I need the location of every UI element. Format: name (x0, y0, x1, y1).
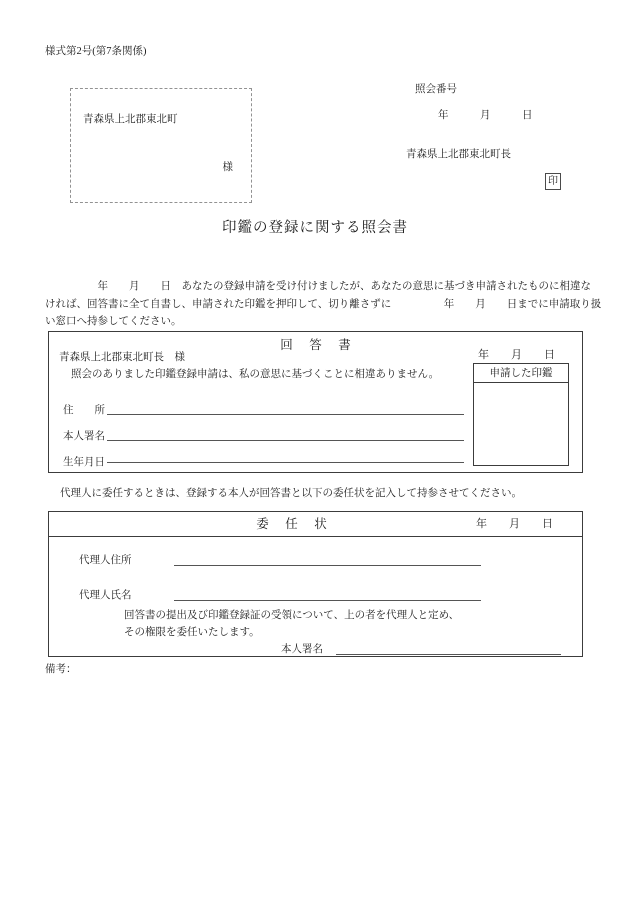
issuer-mayor-name: 青森県上北郡東北町長 (406, 149, 511, 160)
proxy-address-fill-line (174, 565, 481, 566)
poa-signature-label: 本人署名 (281, 644, 323, 655)
inquiry-number-label: 照会番号 (415, 84, 457, 95)
power-of-attorney-section (48, 511, 583, 657)
poa-statement (124, 607, 459, 641)
reply-date-blanks: 年 月 日 (478, 349, 555, 361)
field-label-proxy-address: 代理人住所 (79, 555, 132, 566)
applied-seal-label: 申請した印鑑 (474, 364, 568, 383)
addressee-box (70, 88, 252, 203)
poa-date-blanks: 年 月 日 (476, 518, 553, 530)
poa-statement-line-1: 回答書の提出及び印鑑登録証の受領について、上の者を代理人と定め、 (124, 610, 460, 621)
reply-form-section (48, 331, 583, 473)
poa-title: 委 任 状 (256, 517, 329, 531)
poa-signature-fill-line (336, 654, 561, 655)
intro-paragraph (45, 278, 600, 331)
address-fill-line (107, 414, 464, 415)
issuer-date-blanks: 年 月 日 (438, 110, 533, 121)
poa-header-row (49, 512, 582, 537)
birthdate-fill-line (107, 462, 464, 463)
poa-statement-line-2: その権限を委任いたします。 (124, 627, 260, 638)
applied-seal-box (473, 363, 569, 466)
page-title: 印鑑の登録に関する照会書 (222, 220, 408, 236)
seal-impression-area (474, 383, 568, 465)
intro-line-1: 年 月 日 あなたの登録申請を受け付けましたが、あなたの意思に基づき申請されたものに相違な (45, 281, 591, 292)
proxy-instruction-note: 代理人に委任するときは、登録する本人が回答書と以下の委任状を記入して持参させてください。 (60, 488, 522, 499)
reply-addressee: 青森県上北郡東北町長 様 (59, 352, 185, 363)
reply-form-title: 回 答 書 (280, 338, 353, 352)
signature-fill-line (107, 440, 464, 441)
intro-line-2: ければ、回答書に全て自書し、申請された印鑑を押印して、切り離さずに 年 月 日までに申請取り扱 (45, 298, 602, 310)
field-label-birthdate: 生年月日 (63, 457, 105, 468)
reply-statement: 照会のありました印鑑登録申請は、私の意思に基づくことに相違ありません。 (71, 369, 440, 380)
intro-line-3: い窓口へ持参してください。 (45, 316, 182, 327)
field-label-signature: 本人署名 (63, 431, 105, 442)
remarks-label: 備考： (45, 664, 77, 675)
field-label-address: 住 所 (63, 405, 105, 416)
addressee-address: 青森県上北郡東北町 (83, 114, 178, 125)
proxy-name-fill-line (174, 600, 481, 601)
form-number: 様式第2号(第7条関係) (45, 46, 147, 57)
field-label-proxy-name: 代理人氏名 (79, 590, 132, 601)
official-seal-placeholder: 印 (545, 173, 561, 190)
addressee-honorific: 様 (222, 162, 233, 173)
